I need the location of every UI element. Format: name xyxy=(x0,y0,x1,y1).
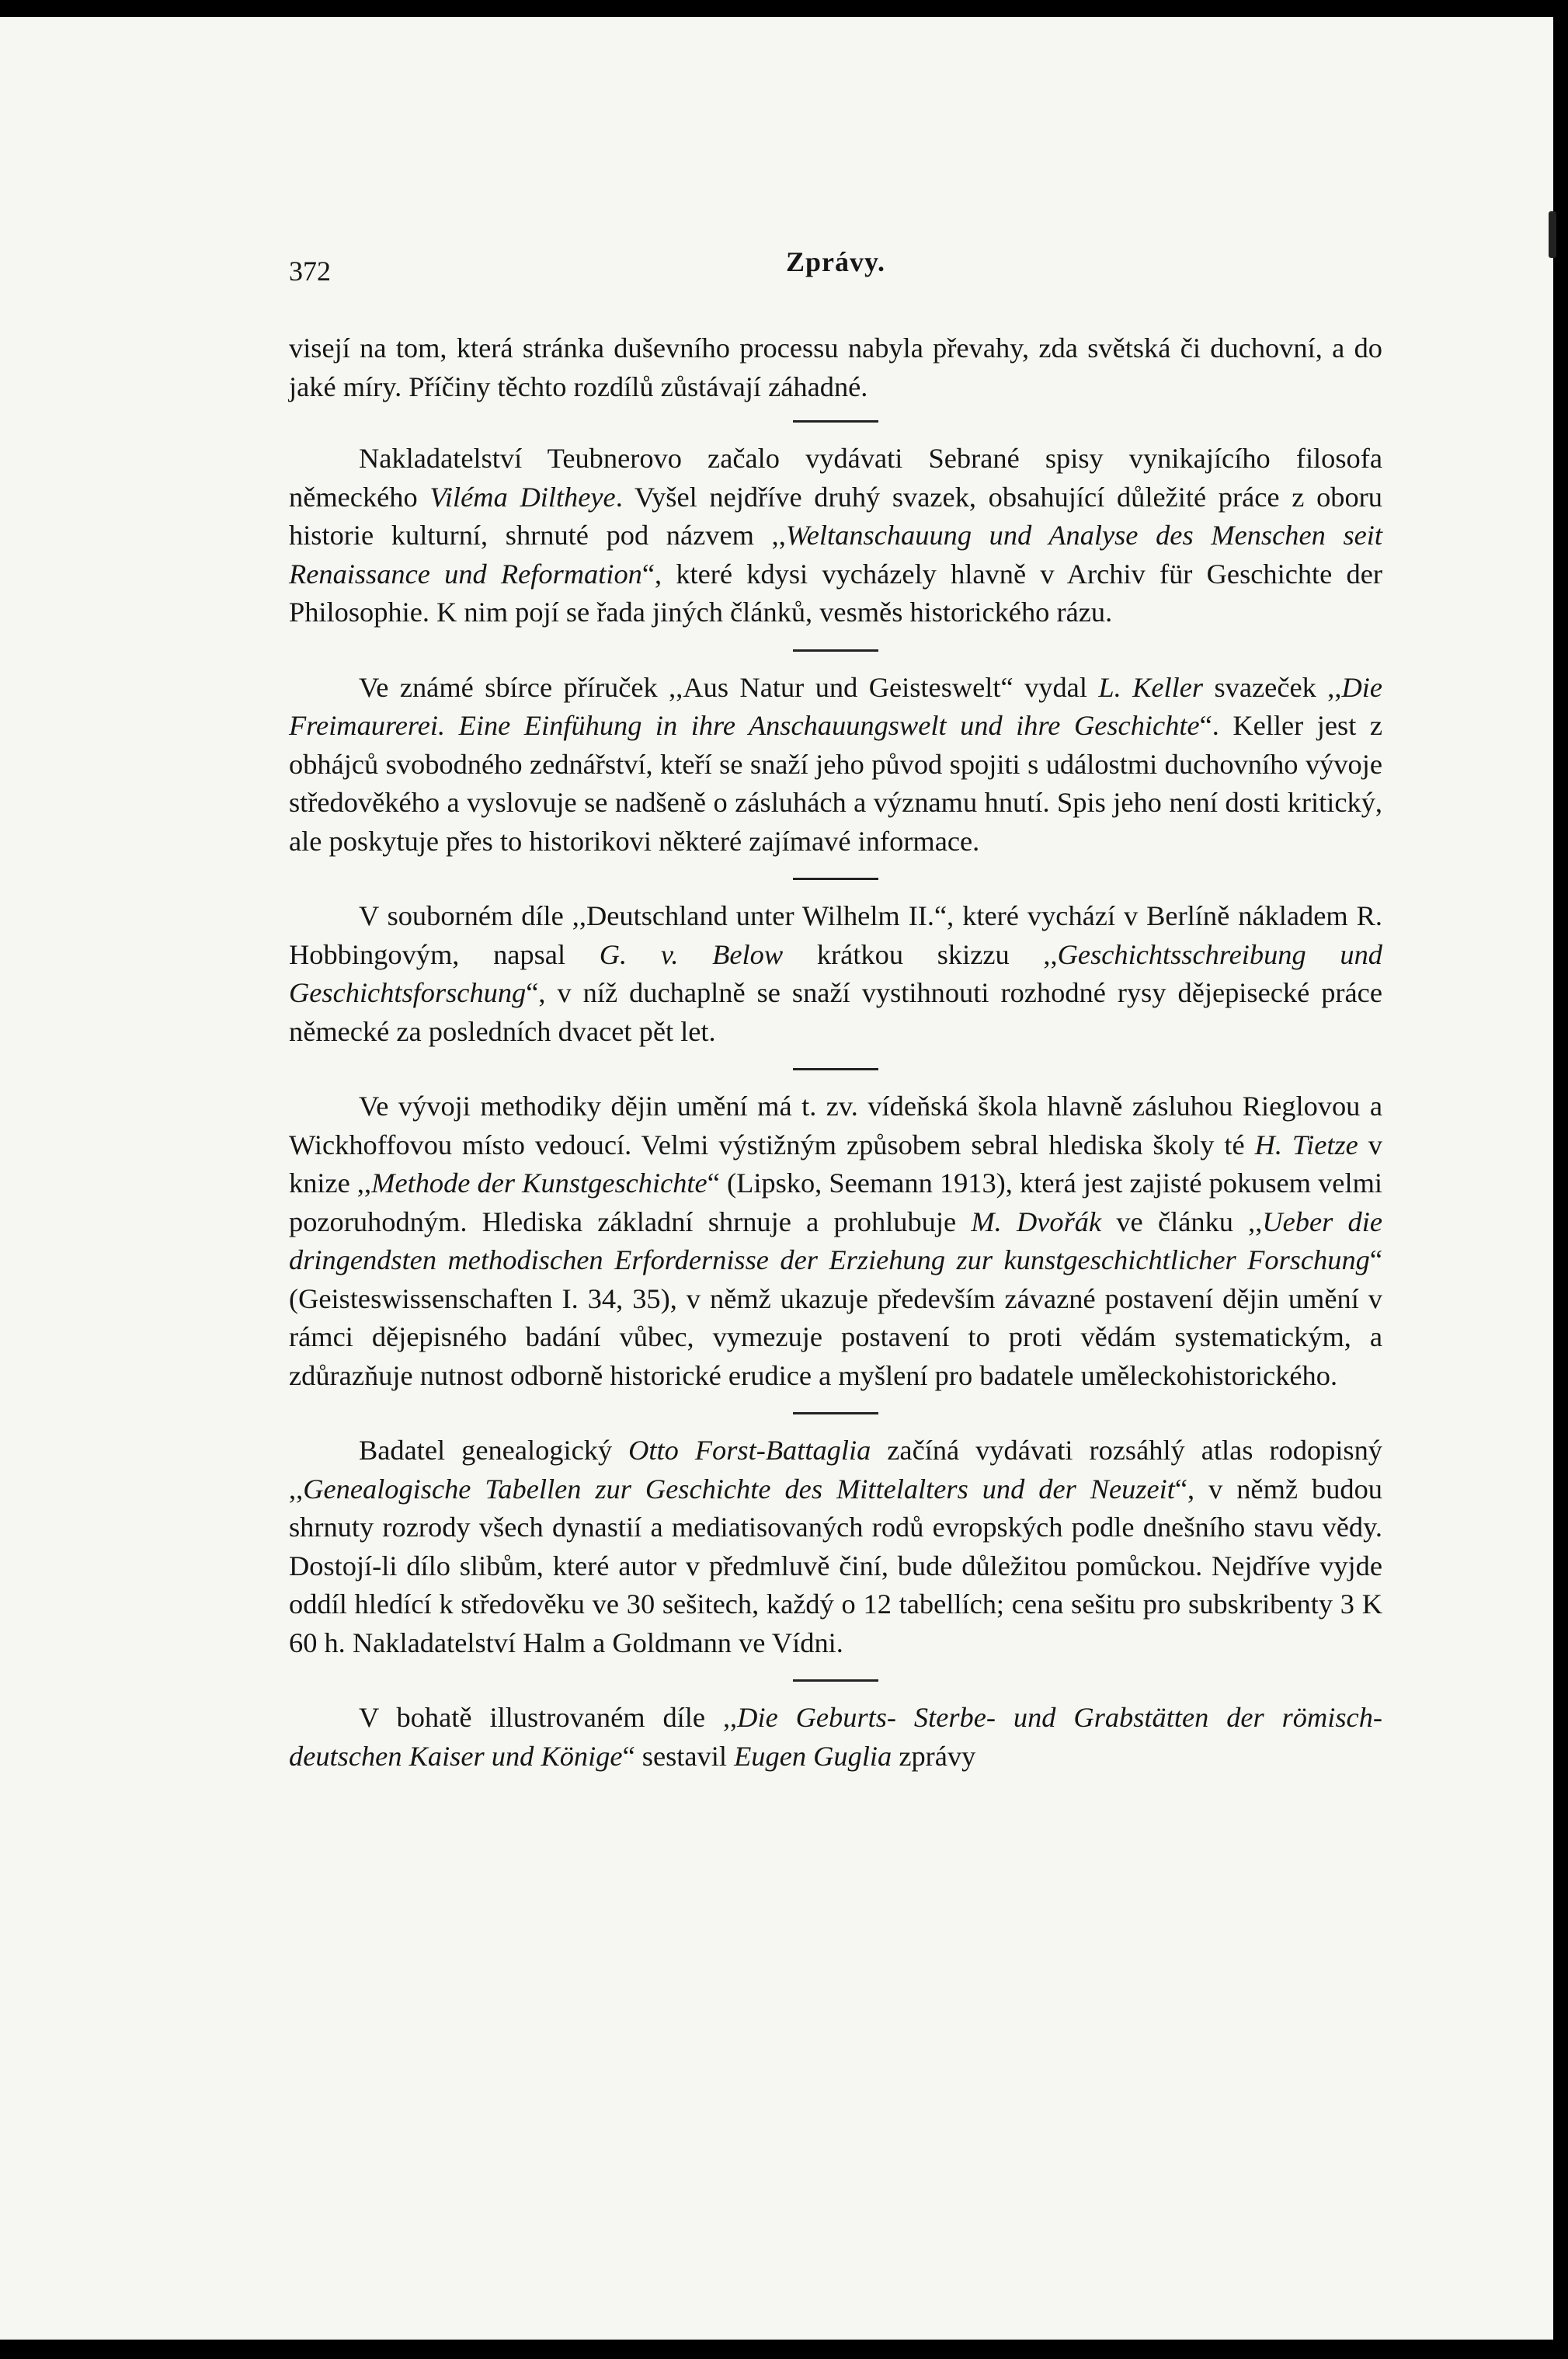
text-run: “, v němž budou shrnuty rozrody všech dynastií a mediatisovaných rodů evropských podle dnešního stavu vědy. Dostojí-li dílo slibům, které autor v předmluvě činí, bude důležitou pomůckou. Nejdříve vyjde oddíl hledící k středověku ve 30 sešitech, každý o 12 tabellích; cena sešitu pro subskribenty 3 K 60 h. Nakladatelství Halm a Goldmann ve Vídni. xyxy=(289,1473,1382,1658)
text-run: ve článku ,, xyxy=(1101,1206,1263,1237)
paragraph-6 xyxy=(289,1432,1382,1662)
body-text xyxy=(289,329,1382,1776)
section-divider xyxy=(793,878,878,880)
text-run: zprávy xyxy=(892,1740,976,1772)
text-run: “ (Lipsko, Seemann 1913), která jest zajisté pokusem velmi pozoruhodným. Hlediska základní shrnuje a prohlubuje xyxy=(289,1167,1382,1237)
italic-text: Die Freimaurerei. Eine Einfühung in ihre Anschauungswelt und ihre Geschichte xyxy=(289,671,1382,741)
text-run: Badatel genealogický xyxy=(359,1435,629,1466)
text-run: “, v níž duchaplně se snaží vystihnouti rozhodné rysy dějepisecké práce německé za posledních dvacet pět let. xyxy=(289,977,1382,1047)
section-divider xyxy=(793,1412,878,1414)
italic-text: Die Geburts- Sterbe- und Grabstätten der römisch-deutschen Kaiser und Könige xyxy=(289,1702,1383,1772)
text-run: . Vyšel nejdříve druhý svazek, obsahující důležité práce z oboru historie kulturní, shrnuté pod názvem ,, xyxy=(289,481,1382,551)
section-divider xyxy=(793,1068,878,1070)
italic-text: Viléma Diltheye xyxy=(429,481,616,513)
italic-text: H. Tietze xyxy=(1254,1129,1358,1160)
text-run: V souborném díle ,,Deutschland unter Wilhelm II.“, které vychází v Berlíně nákladem R. Hobbingovým, napsal xyxy=(289,900,1382,970)
text-run: krátkou skizzu ,, xyxy=(783,938,1058,970)
page-header xyxy=(289,244,1382,291)
text-run: visejí na tom, která stránka duševního processu nabyla převahy, zda světská či duchovní, a do jaké míry. Příčiny těchto rozdílů zůstávají záhadné. xyxy=(289,332,1382,402)
text-run: Ve vývoji methodiky dějin umění má t. zv. vídeňská škola hlavně zásluhou Rieglovou a Wickhoffovou místo vedoucí. Velmi výstižným způsobem sebral hlediska školy té xyxy=(289,1091,1382,1160)
italic-text: Geschichtsschreibung und Geschichtsforschung xyxy=(289,938,1382,1008)
paragraph-1 xyxy=(289,329,1382,406)
text-run: “ sestavil xyxy=(622,1740,735,1772)
text-run: svazeček ,, xyxy=(1203,671,1342,703)
italic-text: L. Keller xyxy=(1098,671,1204,703)
page-edge-mark xyxy=(1549,211,1556,258)
paragraph-3 xyxy=(289,669,1382,861)
italic-text: Weltanschauung und Analyse des Menschen seit Renaissance und Reformation xyxy=(289,520,1382,590)
italic-text: Otto Forst-Battaglia xyxy=(628,1435,871,1466)
page-number: 372 xyxy=(289,256,331,287)
text-run: Ve známé sbírce příruček ,,Aus Natur und Geisteswelt“ vydal xyxy=(359,671,1099,703)
text-run: V bohatě illustrovaném díle ,, xyxy=(359,1702,738,1733)
italic-text: Ueber die dringendsten methodischen Erfordernisse der Erziehung zur kunstgeschichtlicher Forschung xyxy=(289,1206,1382,1275)
running-title: Zprávy. xyxy=(785,246,886,277)
italic-text: Methode der Kunstgeschichte xyxy=(371,1167,708,1199)
text-run: Nakladatelství Teubnerovo začalo vydávati Sebrané spisy vynikajícího filosofa německého xyxy=(289,443,1382,513)
italic-text: Genealogische Tabellen zur Geschichte des Mittelalters und der Neuzeit xyxy=(303,1473,1175,1505)
text-run: “, které kdysi vycházely hlavně v Archiv für Geschichte der Philosophie. K nim pojí se řada jiných článků, vesměs historického rázu. xyxy=(289,558,1382,628)
italic-text: M. Dvořák xyxy=(971,1206,1102,1237)
book-page xyxy=(0,17,1553,2340)
text-run: “ (Geisteswissenschaften I. 34, 35), v němž ukazuje především závazné postavení dějin umění v rámci dějepisného badání vůbec, vymezuje postavení to proti vědám systematickým, a zdůrazňuje nutnost odborně historické erudice a myšlení pro badatele uměleckohistorického. xyxy=(289,1244,1382,1391)
section-divider xyxy=(793,649,878,652)
paragraph-7 xyxy=(289,1699,1382,1776)
paragraph-5 xyxy=(289,1087,1382,1395)
paragraph-4 xyxy=(289,897,1382,1051)
italic-text: G. v. Below xyxy=(599,938,784,970)
section-divider xyxy=(793,420,878,423)
text-run: v knize ,, xyxy=(289,1129,1382,1199)
italic-text: Eugen Guglia xyxy=(734,1740,892,1772)
section-divider xyxy=(793,1679,878,1682)
text-run: “. Keller jest z obhájců svobodného zednářství, kteří se snaží jeho původ spojiti s událostmi duchovního vývoje středověkého a vyslovuje se nadšeně o zásluhách a významu hnutí. Spis jeho není dosti kritický, ale poskytuje přes to historikovi některé zajímavé informace. xyxy=(289,710,1382,857)
paragraph-2 xyxy=(289,440,1382,632)
text-run: začíná vydávati rozsáhlý atlas rodopisný ,, xyxy=(289,1435,1382,1505)
